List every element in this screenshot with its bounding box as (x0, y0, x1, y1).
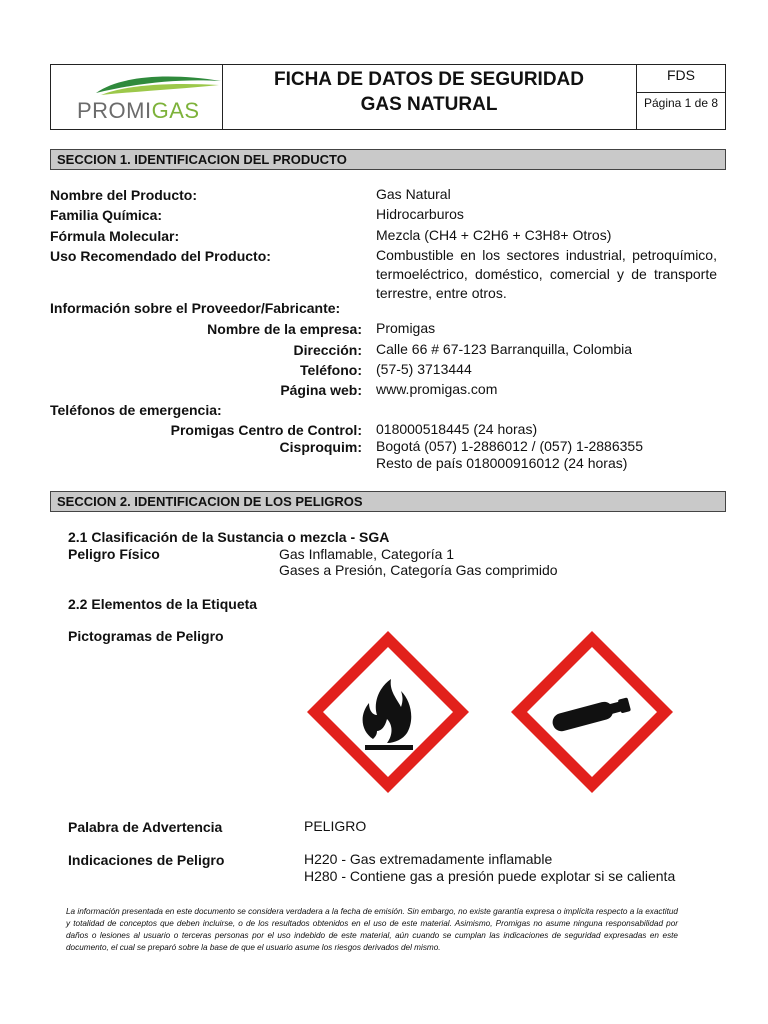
physical-hazard-value1: Gas Inflamable, Categoría 1 (279, 546, 455, 562)
subsection-2-2: 2.2 Elementos de la Etiqueta (68, 596, 258, 612)
web-label: Página web: (280, 382, 362, 398)
logo-wordmark (77, 98, 200, 124)
company-label: Nombre de la empresa: (207, 321, 362, 337)
footer-disclaimer: La información presentada en este documento se considera verdadera a la fecha de emisión. Sin embargo, no existe garantía expresa o implícita respecto a la exactitud y totalidad de conceptos que deben incluirse, o de los resultados obtenidos en el uso de este material. Asimismo, Promigas no asume ninguna responsabilidad por daños o lesiones al usuario o terceras personas por el uso indebido de este material, aún cuando se cumplan las indicaciones de seguridad expresadas en este documento, el cual se preparó sobre la base de que el usuario asume los riesgos derivados del mismo. (66, 907, 678, 952)
control-center-value: 018000518445 (24 horas) (376, 421, 538, 437)
chem-family-value: Hidrocarburos (376, 206, 464, 222)
formula-value: Mezcla (CH4 + C2H6 + C3H8+ Otros) (376, 227, 612, 243)
use-label: Uso Recomendado del Producto: (50, 248, 271, 264)
logo-cell (51, 65, 223, 129)
physical-hazard-value2: Gases a Presión, Categoría Gas comprimido (279, 562, 558, 578)
flame-icon (303, 627, 473, 797)
address-label: Dirección: (293, 342, 362, 358)
chem-family-label: Familia Química: (50, 207, 163, 223)
page-number: Página 1 de 8 (643, 96, 719, 110)
signal-word-value: PELIGRO (304, 818, 367, 834)
emergency-label: Teléfonos de emergencia: (50, 402, 222, 418)
signal-word-label: Palabra de Advertencia (68, 819, 223, 835)
title-line1: FICHA DE DATOS DE SEGURIDAD (273, 69, 584, 90)
control-center-label: Promigas Centro de Control: (170, 422, 362, 438)
phone-value: (57-5) 3713444 (376, 361, 472, 377)
title-line2: GAS NATURAL (360, 94, 498, 115)
hazard-statement-h280: H280 - Contiene gas a presión puede explotar si se calienta (304, 868, 676, 884)
section2-title: SECCION 2. IDENTIFICACION DE LOS PELIGROS (50, 491, 726, 512)
physical-hazard-label: Peligro Físico (68, 546, 160, 562)
web-value: www.promigas.com (376, 381, 498, 397)
phone-label: Teléfono: (300, 362, 362, 378)
cisproquim-label: Cisproquim: (279, 439, 362, 455)
subsection-2-1: 2.1 Clasificación de la Sustancia o mezcla - SGA (68, 529, 390, 545)
use-value: Combustible en los sectores industrial, petroquímico, termoeléctrico, doméstico, comercial y de transporte terrestre, entre otros. (376, 247, 717, 301)
supplier-label: Información sobre el Proveedor/Fabricante: (50, 300, 341, 316)
address-value: Calle 66 # 67-123 Barranquilla, Colombia (376, 341, 633, 357)
hazard-statements-label: Indicaciones de Peligro (68, 852, 225, 868)
cisproquim-value2: Resto de país 018000916012 (24 horas) (376, 455, 628, 471)
logo-text-part2: GAS (151, 98, 200, 123)
formula-label: Fórmula Molecular: (50, 228, 180, 244)
doc-code: FDS (637, 65, 725, 93)
section1-title: SECCION 1. IDENTIFICACION DEL PRODUCTO (50, 149, 726, 170)
product-name-value: Gas Natural (376, 186, 451, 202)
promigas-logo-icon (91, 71, 231, 101)
gas-cylinder-icon (507, 627, 677, 797)
logo-text-part1: PROMI (77, 98, 152, 123)
hazard-statement-h220: H220 - Gas extremadamente inflamable (304, 851, 553, 867)
document-title (222, 65, 637, 129)
company-value: Promigas (376, 320, 436, 336)
product-name-label: Nombre del Producto: (50, 187, 198, 203)
pictograms-label: Pictogramas de Peligro (68, 628, 224, 644)
document-header (50, 64, 726, 130)
cisproquim-value1: Bogotá (057) 1-2886012 / (057) 1-2886355 (376, 438, 643, 454)
